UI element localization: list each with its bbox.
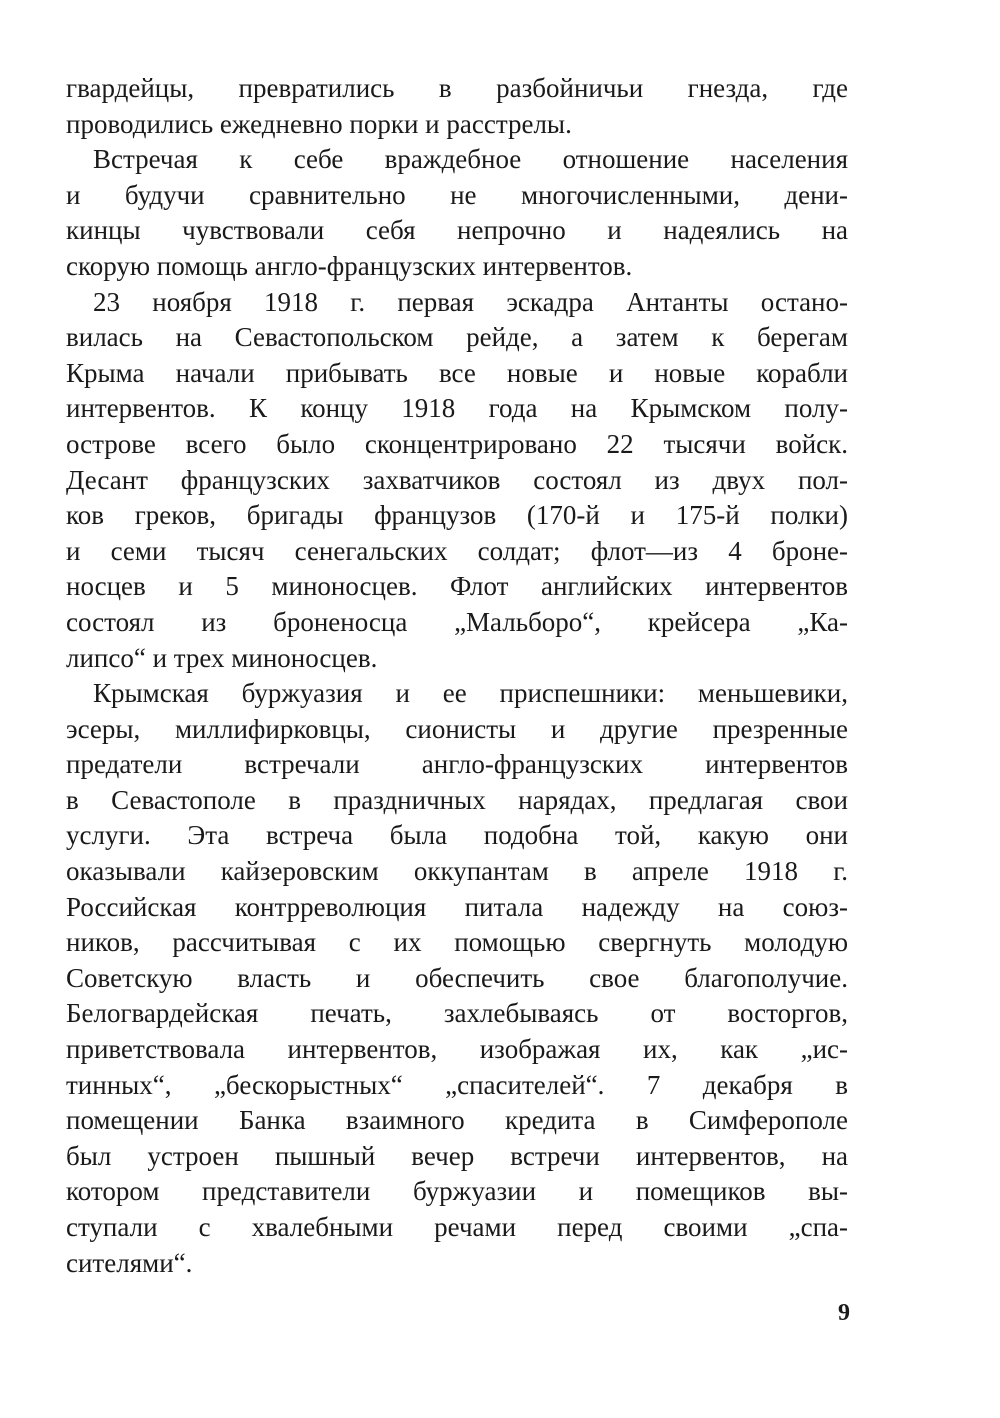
text-line: интервентов. К концу 1918 года на Крымском полу- <box>66 393 848 424</box>
text-line: Советскую власть и обеспечить свое благополучие. <box>66 962 848 993</box>
text-line: Встречая к себе враждебное отношение населения <box>93 144 848 175</box>
text-line: был устроен пышный вечер встречи интервентов, на <box>66 1140 848 1171</box>
text-line: помещении Банка взаимного кредита в Симферополе <box>66 1105 848 1136</box>
text-line: острове всего было сконцентрировано 22 тысячи войск. <box>66 428 848 459</box>
paragraph <box>66 71 848 142</box>
text-line: услуги. Эта встреча была подобна той, какую они <box>66 820 848 851</box>
text-line: оказывали кайзеровским оккупантам в апреле 1918 г. <box>66 856 848 887</box>
text-line: проводились ежедневно порки и расстрелы. <box>66 108 572 139</box>
text-line: ступали с хвалебными речами перед своими „спа- <box>66 1212 848 1242</box>
page-number: 9 <box>838 1300 850 1326</box>
text-line: 23 ноября 1918 г. первая эскадра Антанты остано- <box>93 286 848 317</box>
text-line: Крыма начали прибывать все новые и новые корабли <box>66 357 848 388</box>
text-line: тинных“, „бескорыстных“ „спасителей“. 7 декабря в <box>66 1069 848 1100</box>
text-line: и будучи сравнительно не многочисленными, дени- <box>66 179 848 210</box>
text-line: носцев и 5 миноносцев. Флот английских интервентов <box>66 571 848 602</box>
text-line: Белогвардейская печать, захлебываясь от восторгов, <box>66 998 848 1029</box>
paragraph <box>66 285 848 677</box>
text-line: кинцы чувствовали себя непрочно и надеялись на <box>66 215 848 246</box>
paragraph <box>66 142 848 284</box>
text-line: приветствовала интервентов, изображая их, как „ис- <box>66 1034 848 1065</box>
text-line: эсеры, миллифирковцы, сионисты и другие презренные <box>66 713 848 744</box>
text-line: Крымская буржуазия и ее приспешники: меньшевики, <box>93 678 848 709</box>
text-line: ков греков, бригады французов (170-й и 175-й полки) <box>66 500 848 531</box>
text-line: вилась на Севастопольском рейде, а затем к берегам <box>66 322 848 353</box>
text-line: гвардейцы, превратились в разбойничьи гнезда, где <box>66 73 848 103</box>
text-line: скорую помощь англо-французских интервентов. <box>66 250 633 281</box>
paragraph <box>66 676 848 1281</box>
text-line: предатели встречали англо-французских интервентов <box>66 749 848 780</box>
text-line: ников, рассчитывая с их помощью свергнуть молодую <box>66 927 848 958</box>
text-line: липсо“ и трех миноносцев. <box>66 642 378 673</box>
text-line: состоял из броненосца „Мальборо“, крейсера „Ка- <box>66 606 848 637</box>
page-body <box>66 71 848 1281</box>
text-line: Российская контрреволюция питала надежду на союз- <box>66 891 848 922</box>
text-line: в Севастополе в праздничных нарядах, предлагая свои <box>66 784 848 815</box>
text-line: сителями“. <box>66 1247 193 1278</box>
text-line: котором представители буржуазии и помещиков вы- <box>66 1176 848 1207</box>
text-line: Десант французских захватчиков состоял из двух пол- <box>66 464 848 495</box>
text-line: и семи тысяч сенегальских солдат; флот—из 4 броне- <box>66 535 848 566</box>
